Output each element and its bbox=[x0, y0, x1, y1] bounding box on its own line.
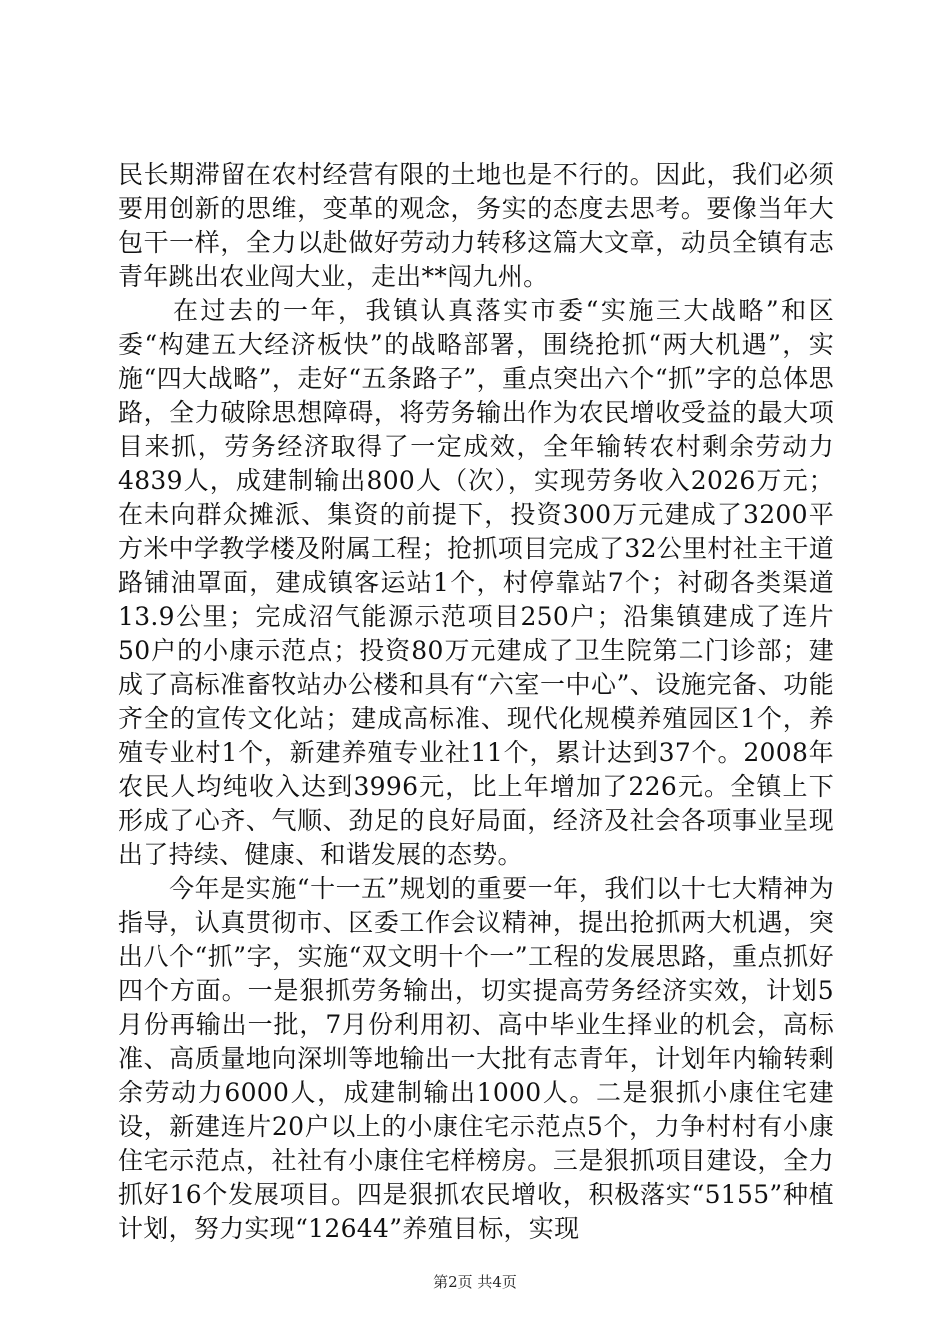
paragraph-3: 今年是实施“十一五”规划的重要一年，我们以十七大精神为指导，认真贯彻市、区委工作会议精神，提出抢抓两大机遇，突出八个“抓”字，实施“双文明十个一”工程的发展思路，重点抓好四个方面。一是狠抓劳务输出，切实提高劳务经济实效，计划5月份再输出一批，7月份利用初、高中毕业生择业的机会，高标准、高质量地向深圳等地输出一大批有志青年，计划年内输转剩余劳动力6000人，成建制输出1000人。二是狠抓小康住宅建设，新建连片20户以上的小康住宅示范点5个，力争村村有小康住宅示范点，社社有小康住宅样榜房。三是狠抓项目建设，全力抓好16个发展项目。四是狠抓农民增收，积极落实“5155”种植计划，努力实现“12644”养殖目标，实现 bbox=[118, 874, 834, 1243]
paragraph-1: 民长期滞留在农村经营有限的土地也是不行的。因此，我们必须要用创新的思维，变革的观念，务实的态度去思考。要像当年大包干一样，全力以赴做好劳动力转移这篇大文章，动员全镇有志青年跳出农业闯大业，走出**闯九州。 bbox=[118, 160, 834, 291]
page-footer: 第2页 共4页 bbox=[433, 1273, 517, 1291]
paragraph-2: 在过去的一年，我镇认真落实市委“实施三大战略”和区委“构建五大经济板快”的战略部署，围绕抢抓“两大机遇”，实施“四大战略”，走好“五条路子”，重点突出六个“抓”字的总体思路，全力破除思想障碍，将劳务输出作为农民增收受益的最大项目来抓，劳务经济取得了一定成效，全年输转农村剩余劳动力4839人，成建制输出800人（次），实现劳务收入2026万元；在未向群众摊派、集资的前提下，投资300万元建成了3200平方米中学教学楼及附属工程；抢抓项目完成了32公里村社主干道路铺油罩面，建成镇客运站1个，村停靠站7个；衬砌各类渠道13.9公里；完成沼气能源示范项目250户；沿集镇建成了连片50户的小康示范点；投资80万元建成了卫生院第二门诊部；建成了高标准畜牧站办公楼和具有“六室一中心”、设施完备、功能齐全的宣传文化站；建成高标准、现代化规模养殖园区1个，养殖专业村1个，新建养殖专业社11个，累计达到37个。2008年农民人均纯收入达到3996元，比上年增加了226元。全镇上下形成了心齐、气顺、劲足的良好局面，经济及社会各项事业呈现出了持续、健康、和谐发展的态势。 bbox=[118, 296, 834, 869]
body-text bbox=[118, 158, 834, 1246]
